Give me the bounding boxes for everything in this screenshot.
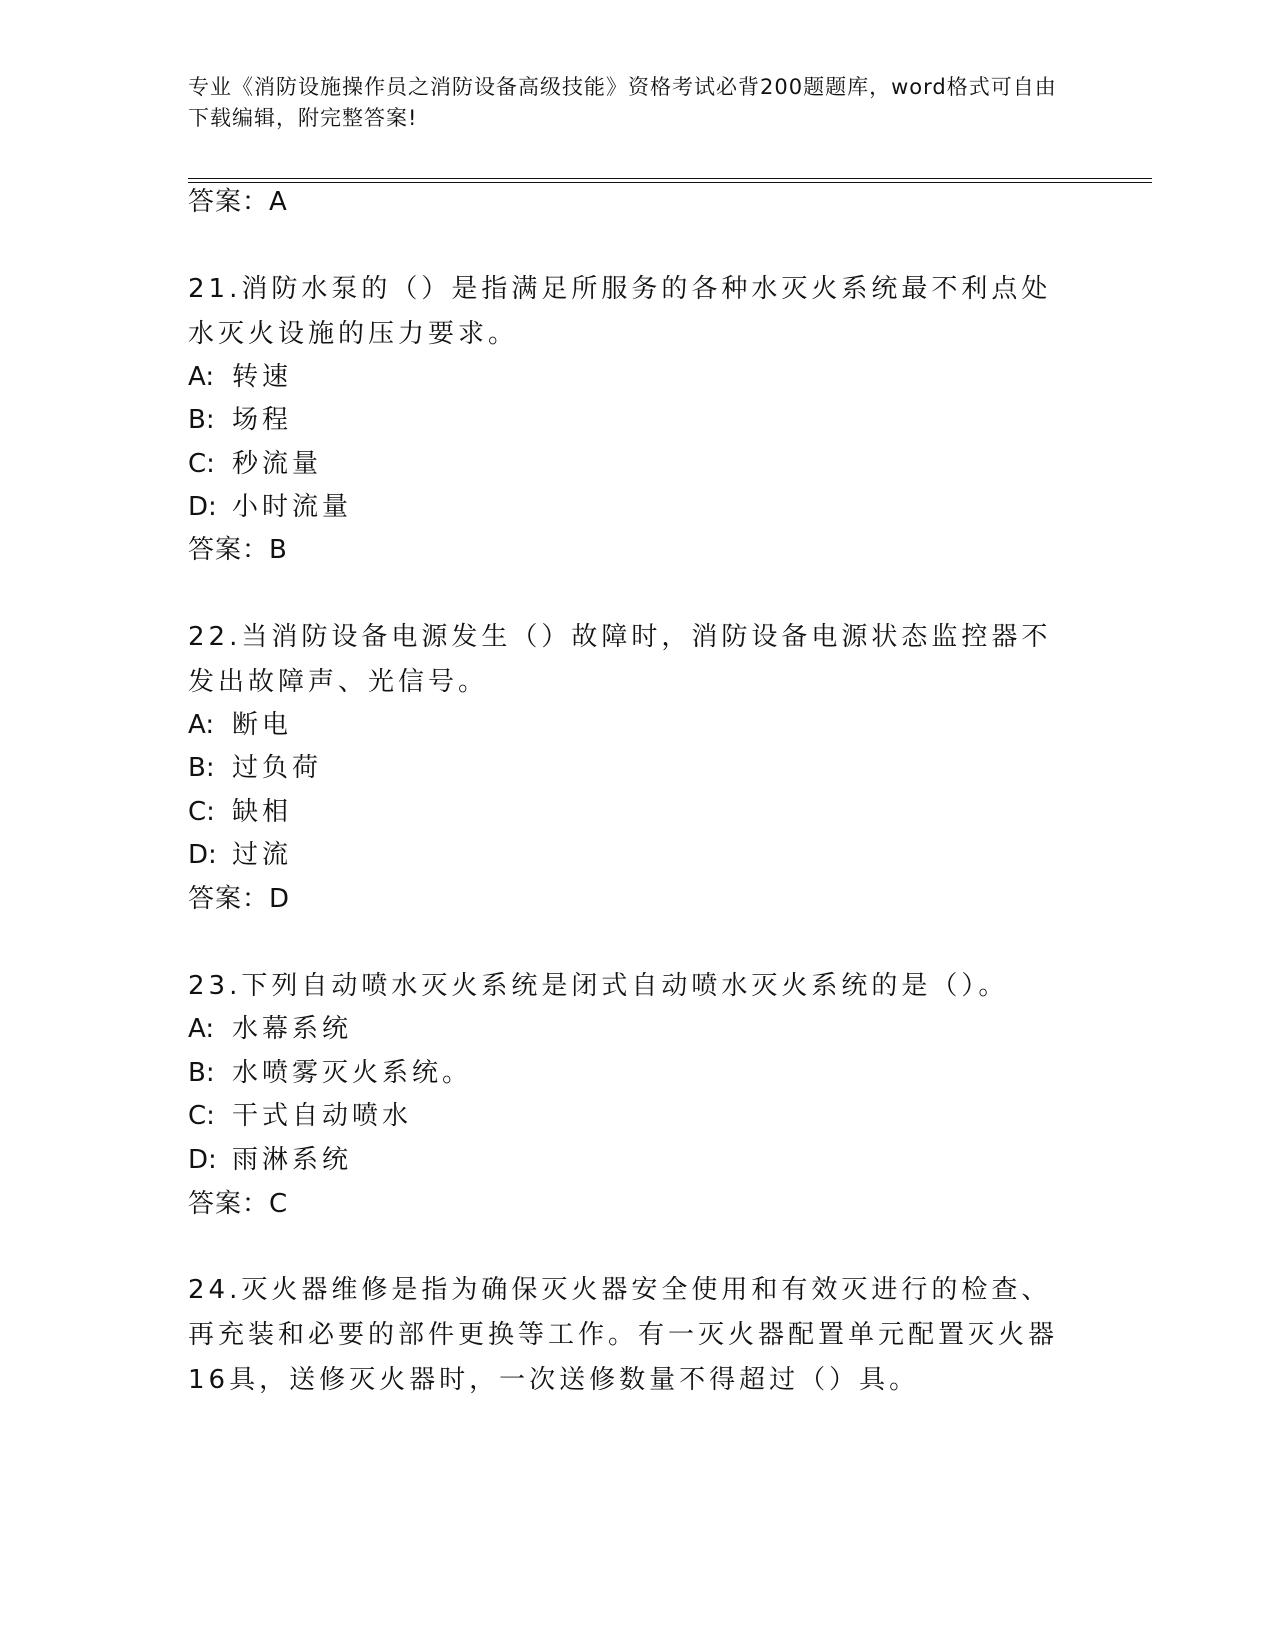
question-21-option-b: B: 场程 [188, 405, 293, 435]
question-23-option-a: A: 水幕系统 [188, 1014, 353, 1044]
question-23-option-c: C: 干式自动喷水 [188, 1101, 413, 1131]
question-23-text: 23.下列自动喷水灭火系统是闭式自动喷水灭火系统的是（）。 [188, 971, 1009, 1001]
question-21-text: 21.消防水泵的（）是指满足所服务的各种水灭火系统最不利点处水灭火设施的压力要求。 [188, 274, 1052, 349]
question-21-option-a: A: 转速 [188, 362, 293, 392]
question-22-option-a: A: 断电 [188, 710, 293, 740]
question-22-option-d: D: 过流 [188, 840, 293, 870]
header-divider-bottom [188, 182, 1152, 183]
question-21-option-d: D: 小时流量 [188, 492, 353, 522]
header-divider-top [188, 178, 1152, 179]
question-23-option-d: D: 雨淋系统 [188, 1145, 353, 1175]
answer-line: 答案：A [188, 187, 288, 217]
question-21-answer: 答案：B [188, 535, 288, 565]
question-22-option-b: B: 过负荷 [188, 753, 323, 783]
question-23-option-b: B: 水喷雾灭火系统。 [188, 1058, 473, 1088]
document-intro: 专业《消防设施操作员之消防设备高级技能》资格考试必背200题题库，word格式可自由下载编辑，附完整答案! [188, 75, 1057, 130]
question-22-answer: 答案：D [188, 884, 291, 914]
question-24-text: 24.灭火器维修是指为确保灭火器安全使用和有效灭进行的检查、再充装和必要的部件更换等工作。有一灭火器配置单元配置灭火器16具，送修灭火器时，一次送修数量不得超过（）具。 [188, 1275, 1059, 1395]
question-23-answer: 答案：C [188, 1189, 289, 1219]
question-22-text: 22.当消防设备电源发生（）故障时，消防设备电源状态监控器不发出故障声、光信号。 [188, 622, 1052, 697]
question-22-option-c: C: 缺相 [188, 797, 293, 827]
question-21-option-c: C: 秒流量 [188, 449, 323, 479]
